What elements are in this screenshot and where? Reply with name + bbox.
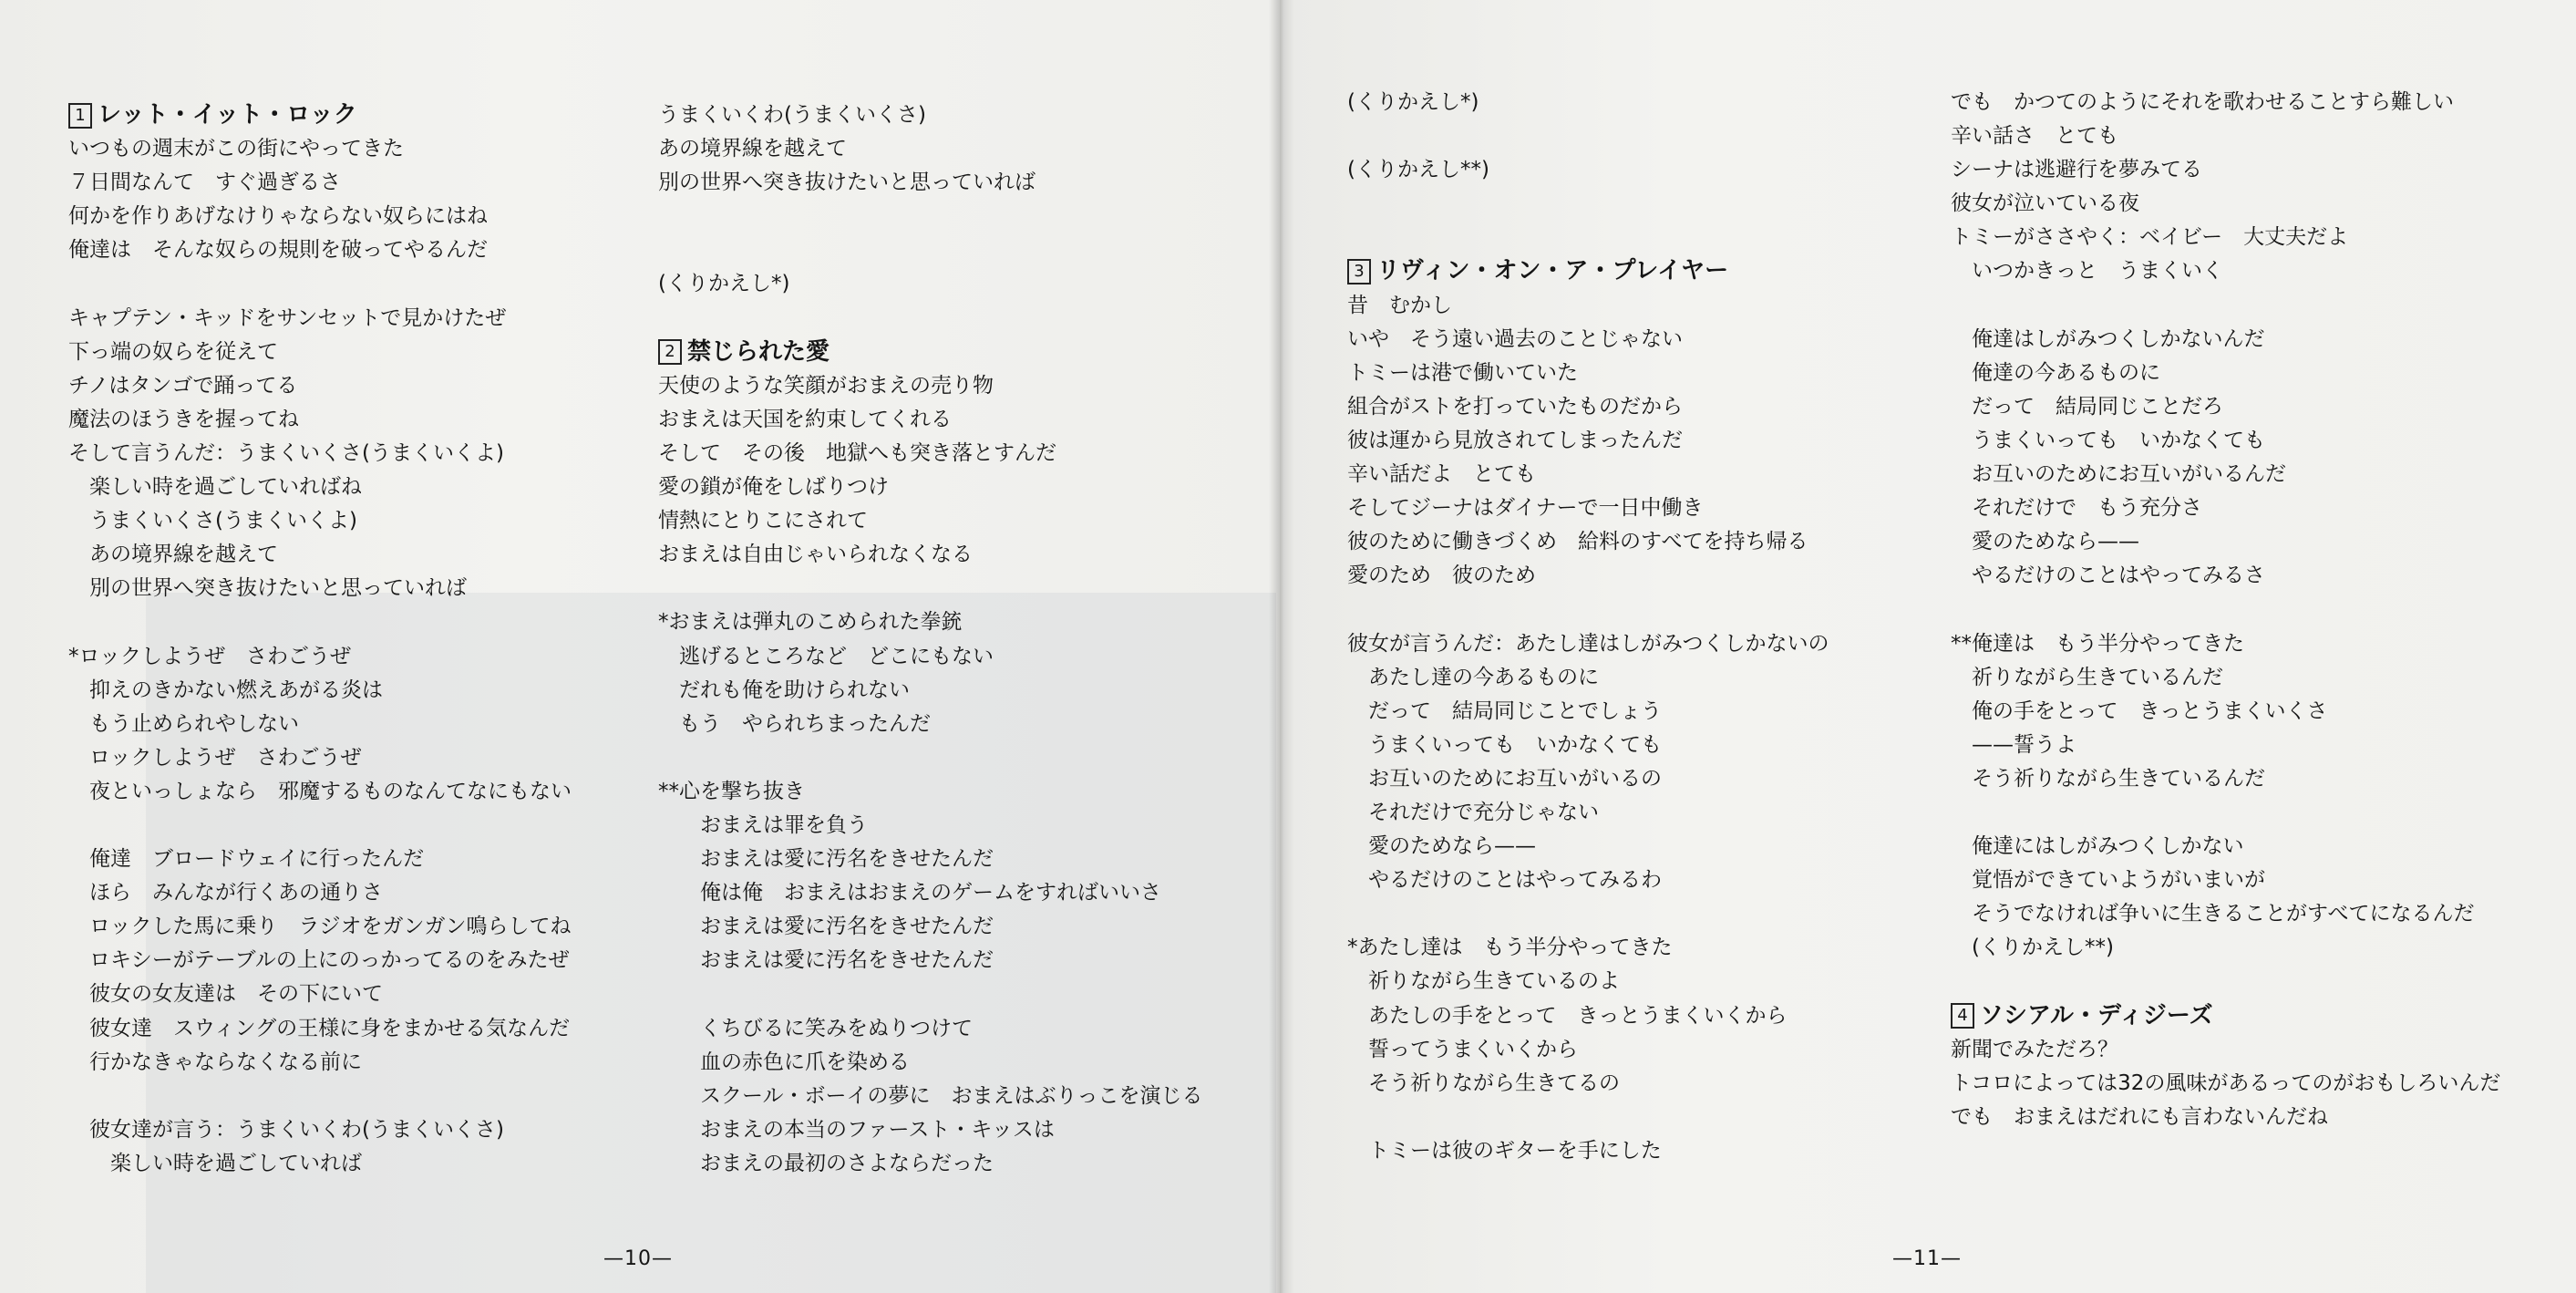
lyric-line: 行かなきゃならなくなる前に [68, 1050, 362, 1074]
lyric-line: 逃げるところなど どこにもない [658, 644, 994, 668]
lyric-line: 辛い話だよ とても [1347, 462, 1536, 487]
track-number-box: 2 [658, 339, 682, 365]
lyric-line: お互いのためにお互いがいるんだ [1951, 462, 2286, 487]
lyric-line: 彼女の女友達は その下にいて [68, 982, 383, 1007]
lyric-line: それだけで充分じゃない [1347, 800, 1599, 824]
song-title-text: リヴィン・オン・ア・プレイヤー [1376, 257, 1729, 285]
lyric-line: 下っ端の奴らを従えて [68, 339, 278, 364]
lyric-line: おまえは愛に汚名をきせたんだ [658, 847, 994, 872]
song-title [1347, 254, 1829, 288]
lyric-line: おまえの本当のファースト・キッスは [658, 1117, 1055, 1142]
lyric-line [1347, 187, 1829, 221]
lyric-line [68, 267, 572, 301]
lyric-line [658, 572, 1203, 605]
book-gutter [1269, 0, 1294, 1293]
lyric-line: だって 結局同じことでしょう [1347, 698, 1662, 723]
lyric-line: ほら みんなが行くあの通りさ [68, 881, 383, 905]
lyric-line: (くりかえし*) [658, 272, 790, 296]
right-column-1 [1347, 86, 1829, 1168]
lyric-line: 覚悟ができていようがいまいが [1951, 868, 2265, 893]
lyric-line: 彼は運から見放されてしまったんだ [1347, 428, 1683, 452]
lyric-line: うまくいくわ(うまくいくさ) [658, 103, 926, 127]
lyric-line: 楽しい時を過ごしていれば [68, 1151, 362, 1175]
lyric-line: いつもの週末がこの街にやってきた [68, 137, 404, 161]
right-column-2 [1951, 86, 2500, 1134]
lyric-line: トミーがささやく：ベイビー 大丈夫だよ [1951, 225, 2349, 250]
lyric-line: 俺の手をとって きっとうまくいくさ [1951, 698, 2328, 723]
left-page [0, 0, 1280, 1293]
lyric-line: おまえは愛に汚名をきせたんだ [658, 915, 994, 939]
lyric-line: ロックしようぜ さわごうぜ [68, 745, 362, 770]
lyric-line: *あたし達は もう半分やってきた [1347, 936, 1673, 960]
lyric-line: 俺達は そんな奴らの規則を破ってやるんだ [68, 238, 488, 263]
lyric-line: おまえの最初のさよならだった [658, 1151, 994, 1175]
lyric-line: **俺達は もう半分やってきた [1951, 631, 2244, 656]
left-column-1 [68, 98, 572, 1181]
lyric-line: 彼女が言うんだ：あたし達はしがみつくしかないの [1347, 631, 1829, 656]
lyric-line: あの境界線を越えて [68, 543, 278, 567]
lyric-line: 魔法のほうきを握ってね [68, 407, 299, 431]
page-number-right: —11— [1892, 1247, 1962, 1270]
lyric-line: そして言うんだ：うまくいくさ(うまくいくよ) [68, 440, 504, 465]
lyric-line [1951, 289, 2500, 323]
lyric-line: おまえは愛に汚名をきせたんだ [658, 948, 994, 973]
lyric-line [658, 978, 1203, 1011]
lyric-line: トミーは彼のギターを手にした [1347, 1138, 1662, 1163]
song-title-text: レット・イット・ロック [98, 101, 357, 129]
lyric-line: でも おまえはだれにも言わないんだね [1951, 1104, 2328, 1129]
lyric-line: でも かつてのようにそれを歌わせることすら難しい [1951, 90, 2454, 114]
lyric-line: **心を撃ち抜き [658, 779, 805, 803]
lyric-line: 彼女達 スウィングの王様に身をまかせる気なんだ [68, 1016, 571, 1040]
track-number-box: 3 [1347, 259, 1371, 284]
lyric-line: そうでなければ争いに生きることがすべてになるんだ [1951, 902, 2475, 926]
lyric-line: だれも俺を助けられない [658, 678, 910, 702]
lyric-line: それだけで もう充分さ [1951, 496, 2202, 521]
lyric-line: くちびるに笑みをぬりつけて [658, 1016, 973, 1040]
lyric-line: 俺達 ブロードウェイに行ったんだ [68, 847, 425, 872]
lyric-line [68, 1080, 572, 1113]
lyric-line: もう止められやしない [68, 711, 299, 736]
lyric-line: ——誓うよ [1951, 732, 2076, 757]
lyric-line: そしてジーナはダイナーで一日中働き [1347, 496, 1704, 521]
lyric-line [1951, 796, 2500, 830]
lyric-line: おまえは罪を負う [658, 812, 868, 837]
lyric-line: やるだけのことはやってみるさ [1951, 564, 2265, 588]
lyric-line: 愛の鎖が俺をしばりつけ [658, 475, 889, 500]
song-title [1951, 999, 2500, 1033]
lyric-line: 何かを作りあげなけりゃならない奴らにはね [68, 204, 488, 229]
song-title-text: ソシアル・ディジーズ [1980, 1001, 2213, 1029]
lyric-line: おまえは自由じゃいられなくなる [658, 543, 973, 567]
lyric-line [658, 233, 1203, 267]
lyric-line: 彼女達が言う：うまくいくわ(うまくいくさ) [68, 1117, 504, 1142]
lyric-line: ロックした馬に乗り ラジオをガンガン鳴らしてね [68, 915, 572, 939]
lyric-line [1347, 897, 1829, 931]
lyric-line: 夜といっしょなら 邪魔するものなんてなにもない [68, 779, 572, 803]
lyric-line [1347, 593, 1829, 626]
track-number-box: 1 [68, 103, 92, 129]
lyric-line: もう やられちまったんだ [658, 711, 931, 736]
lyric-line: (くりかえし**) [1951, 936, 2114, 960]
lyric-line: そして その後 地獄へも突き落とすんだ [658, 440, 1056, 465]
lyric-line: チノはタンゴで踊ってる [68, 373, 298, 398]
lyric-line: 天使のような笑顔がおまえの売り物 [658, 373, 994, 398]
lyric-line: 彼女が泣いている夜 [1951, 191, 2139, 216]
lyric-line [658, 741, 1203, 775]
lyric-line: いや そう遠い過去のことじゃない [1347, 326, 1683, 351]
lyric-line: 祈りながら生きているんだ [1951, 665, 2223, 689]
lyric-line: うまくいくさ(うまくいくよ) [68, 509, 357, 533]
lyric-line: 抑えのきかない燃えあがる炎は [68, 678, 383, 702]
lyric-line: うまくいっても いかなくても [1347, 732, 1662, 757]
lyric-line: 別の世界へ突き抜けたいと思っていれば [658, 171, 1036, 195]
lyric-line [1951, 965, 2500, 998]
lyric-line: 別の世界へ突き抜けたいと思っていれば [68, 576, 467, 601]
lyric-line: やるだけのことはやってみるわ [1347, 868, 1662, 893]
lyric-line [68, 809, 572, 843]
lyric-line: 俺は俺 おまえはおまえのゲームをすればいいさ [658, 881, 1161, 905]
lyric-line: 血の赤色に爪を染める [658, 1050, 910, 1074]
lyric-line: そう祈りながら生きているんだ [1951, 766, 2265, 791]
song-title-text: 禁じられた愛 [687, 337, 830, 366]
lyric-line: 辛い話さ とても [1951, 124, 2118, 149]
lyric-line: うまくいっても いかなくても [1951, 428, 2265, 452]
lyric-line [658, 200, 1203, 233]
lyric-line: あたし達の今あるものに [1347, 665, 1599, 689]
lyric-line: 彼のために働きづくめ 給料のすべてを持ち帰る [1347, 530, 1808, 554]
lyric-line: キャプテン・キッドをサンセットで見かけたぜ [68, 305, 507, 330]
track-number-box: 4 [1951, 1003, 1974, 1029]
song-title [658, 336, 1203, 369]
lyric-line: 愛のため 彼のため [1347, 564, 1536, 588]
lyric-line: 新聞でみただろ？ [1951, 1037, 2118, 1061]
lyric-line: 俺達はしがみつくしかないんだ [1951, 326, 2265, 351]
lyric-line: 愛のためなら—— [1951, 530, 2139, 554]
left-column-2 [658, 98, 1203, 1181]
lyric-line: 組合がストを打っていたものだから [1347, 394, 1683, 419]
lyric-line: トコロによっては32の風味があるってのがおもしろいんだ [1951, 1071, 2501, 1095]
lyric-line: だって 結局同じことだろ [1951, 394, 2223, 419]
lyric-line: お互いのためにお互いがいるの [1347, 766, 1662, 791]
lyric-line: 昔 むかし [1347, 293, 1452, 317]
lyric-line [658, 302, 1203, 336]
lyric-line [68, 605, 572, 639]
lyric-line: *おまえは弾丸のこめられた拳銃 [658, 610, 963, 635]
lyric-line: 楽しい時を過ごしていればね [68, 475, 362, 500]
lyric-line: (くりかえし*) [1347, 90, 1479, 114]
lyric-line: ロキシーがテーブルの上にのっかってるのをみたぜ [68, 948, 570, 973]
lyric-line: スクール・ボーイの夢に おまえはぶりっこを演じる [658, 1083, 1203, 1108]
lyric-line: 祈りながら生きているのよ [1347, 969, 1620, 994]
right-page [1280, 0, 2576, 1293]
lyric-line: 愛のためなら—— [1347, 834, 1536, 859]
lyric-line: あたしの手をとって きっとうまくいくから [1347, 1003, 1788, 1028]
lyric-line: シーナは逃避行を夢みてる [1951, 158, 2202, 182]
lyric-line: 俺達にはしがみつくしかない [1951, 834, 2244, 859]
lyric-line: ７日間なんて すぐ過ぎるさ [68, 171, 341, 195]
lyric-line: 誓ってうまくいくから [1347, 1037, 1578, 1061]
lyric-line: トミーは港で働いていた [1347, 360, 1578, 385]
lyric-line: あの境界線を越えて [658, 137, 847, 161]
lyric-line [1347, 1101, 1829, 1134]
lyric-line: *ロックしようぜ さわごうぜ [68, 644, 352, 668]
song-title [68, 98, 572, 132]
lyric-line: (くりかえし**) [1347, 158, 1489, 182]
lyric-line: そう祈りながら生きてるの [1347, 1071, 1620, 1095]
lyric-line: いつかきっと うまくいく [1951, 259, 2223, 284]
lyric-line: 情熱にとりこにされて [658, 509, 868, 533]
page-number-left: —10— [603, 1247, 673, 1270]
lyric-line: 俺達の今あるものに [1951, 360, 2160, 385]
lyric-line: おまえは天国を約束してくれる [658, 407, 952, 431]
lyric-line [1347, 221, 1829, 254]
lyric-line [1951, 593, 2500, 626]
lyric-line [1347, 119, 1829, 153]
